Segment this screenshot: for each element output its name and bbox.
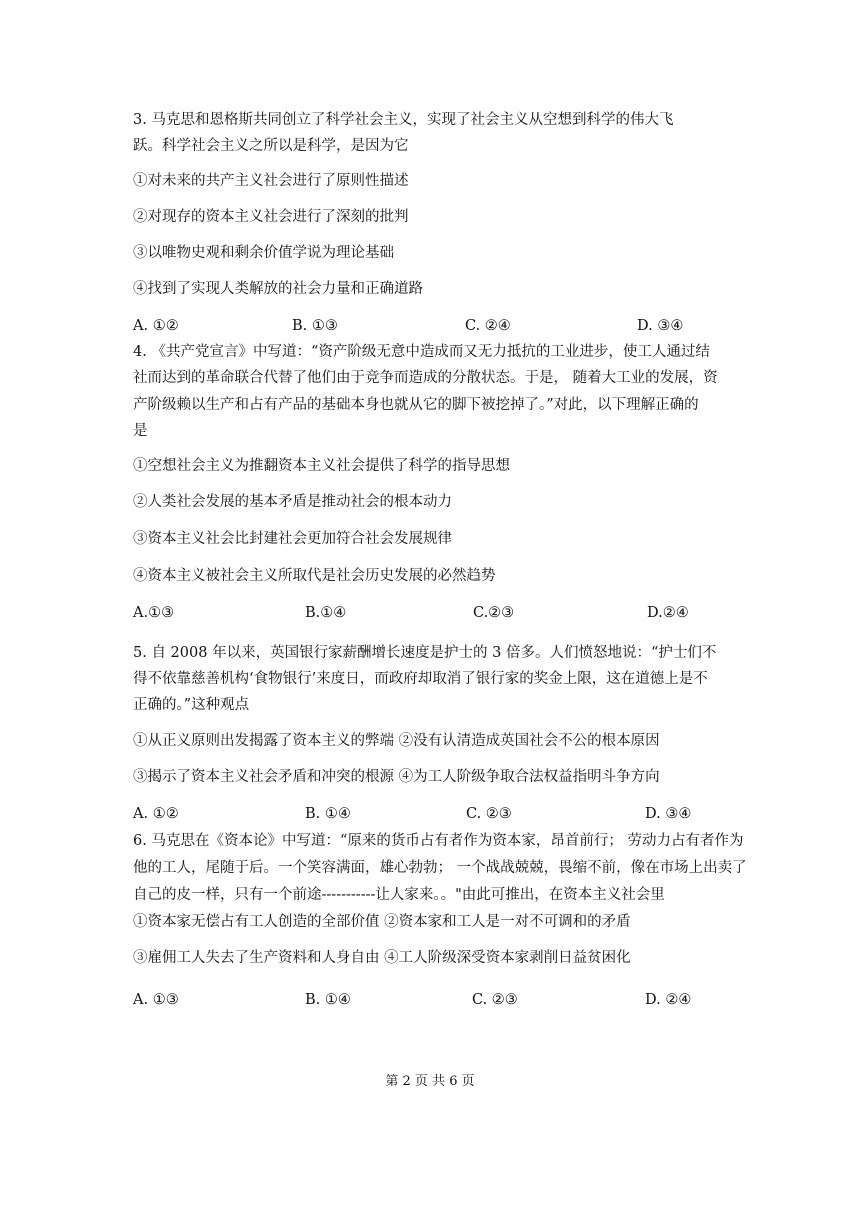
q4-item-4: ④资本主义被社会主义所取代是社会历史发展的必然趋势: [133, 568, 496, 584]
q4-stem-line-2: 社而达到的革命联合代替了他们由于竞争而造成的分散状态。于是， 随着大工业的发展，资: [133, 370, 718, 386]
q5-stem-line-1: 5. 自 2008 年以来，英国银行家薪酬增长速度是护士的 3 倍多。人们愤怒地说：“护士们不: [133, 645, 717, 661]
q5-stem-line-3: 正确的。”这种观点: [133, 697, 250, 713]
q4-item-3: ③资本主义社会比封建社会更加符合社会发展规律: [133, 531, 452, 547]
q3-option-a: A. ①②: [133, 318, 179, 334]
q6-items-row-2: ③雇佣工人失去了生产资料和人身自由 ④工人阶级深受资本家剥削日益贫困化: [133, 950, 631, 966]
q4-item-2: ②人类社会发展的基本矛盾是推动社会的根本动力: [133, 494, 452, 510]
q5-option-a: A. ①②: [133, 806, 179, 822]
q4-stem-line-4: 是: [133, 423, 148, 439]
q3-item-2: ②对现存的资本主义社会进行了深刻的批判: [133, 209, 409, 225]
q5-items-row-1: ①从正义原则出发揭露了资本主义的弊端 ②没有认清造成英国社会不公的根本原因: [133, 733, 660, 749]
q6-option-c: C. ②③: [472, 992, 518, 1008]
page-number-footer: 第 2 页 共 6 页: [385, 1074, 475, 1089]
q4-stem-line-1: 4. 《共产党宣言》中写道：“资产阶级无意中造成而又无力抵抗的工业进步，使工人通过结: [133, 344, 710, 360]
q3-item-1: ①对未来的共产主义社会进行了原则性描述: [133, 173, 409, 189]
q6-option-a: A. ①③: [133, 992, 179, 1008]
q4-stem-line-3: 产阶级赖以生产和占有产品的基础本身也就从它的脚下被挖掉了。”对此，以下理解正确的: [133, 397, 699, 413]
q5-stem-line-2: 得不依靠慈善机构‘食物银行’来度日，而政府却取消了银行家的奖金上限，这在道德上是不: [133, 671, 708, 687]
q3-stem-line-2: 跃。科学社会主义之所以是科学，是因为它: [133, 138, 409, 154]
q3-item-3: ③以唯物史观和剩余价值学说为理论基础: [133, 245, 394, 261]
q3-option-d: D. ③④: [637, 318, 684, 334]
q6-option-b: B. ①④: [305, 992, 351, 1008]
q5-items-row-2: ③揭示了资本主义社会矛盾和冲突的根源 ④为工人阶级争取合法权益指明斗争方向: [133, 769, 660, 785]
q4-option-c: C.②③: [473, 605, 515, 621]
q3-stem-line-1: 3. 马克思和恩格斯共同创立了科学社会主义，实现了社会主义从空想到科学的伟大飞: [133, 112, 674, 128]
q3-item-4: ④找到了实现人类解放的社会力量和正确道路: [133, 281, 423, 297]
q4-option-b: B.①④: [305, 605, 347, 621]
q6-option-d: D. ②④: [645, 992, 692, 1008]
q5-option-b: B. ①④: [305, 806, 351, 822]
q6-stem-line-1: 6. 马克思在《资本论》中写道：“原来的货币占有者作为资本家，昂首前行； 劳动力占有者作为: [133, 833, 744, 849]
q4-option-a: A.①③: [133, 605, 175, 621]
q3-option-c: C. ②④: [465, 318, 511, 334]
q4-option-d: D.②④: [647, 605, 689, 621]
q6-stem-line-2: 他的工人，尾随于后。一个笑容满面，雄心勃勃； 一个战战兢兢，畏缩不前，像在市场上出卖了: [133, 860, 747, 876]
q4-item-1: ①空想社会主义为推翻资本主义社会提供了科学的指导思想: [133, 458, 510, 474]
q5-option-c: C. ②③: [466, 806, 512, 822]
q6-items-row-1: ①资本家无偿占有工人创造的全部价值 ②资本家和工人是一对不可调和的矛盾: [133, 914, 631, 930]
q5-option-d: D. ③④: [645, 806, 692, 822]
q6-stem-line-3: 自己的皮一样，只有一个前途-----------让人家来。。"由此可推出，在资本主义社会里: [133, 887, 665, 903]
q3-option-b: B. ①③: [292, 318, 338, 334]
